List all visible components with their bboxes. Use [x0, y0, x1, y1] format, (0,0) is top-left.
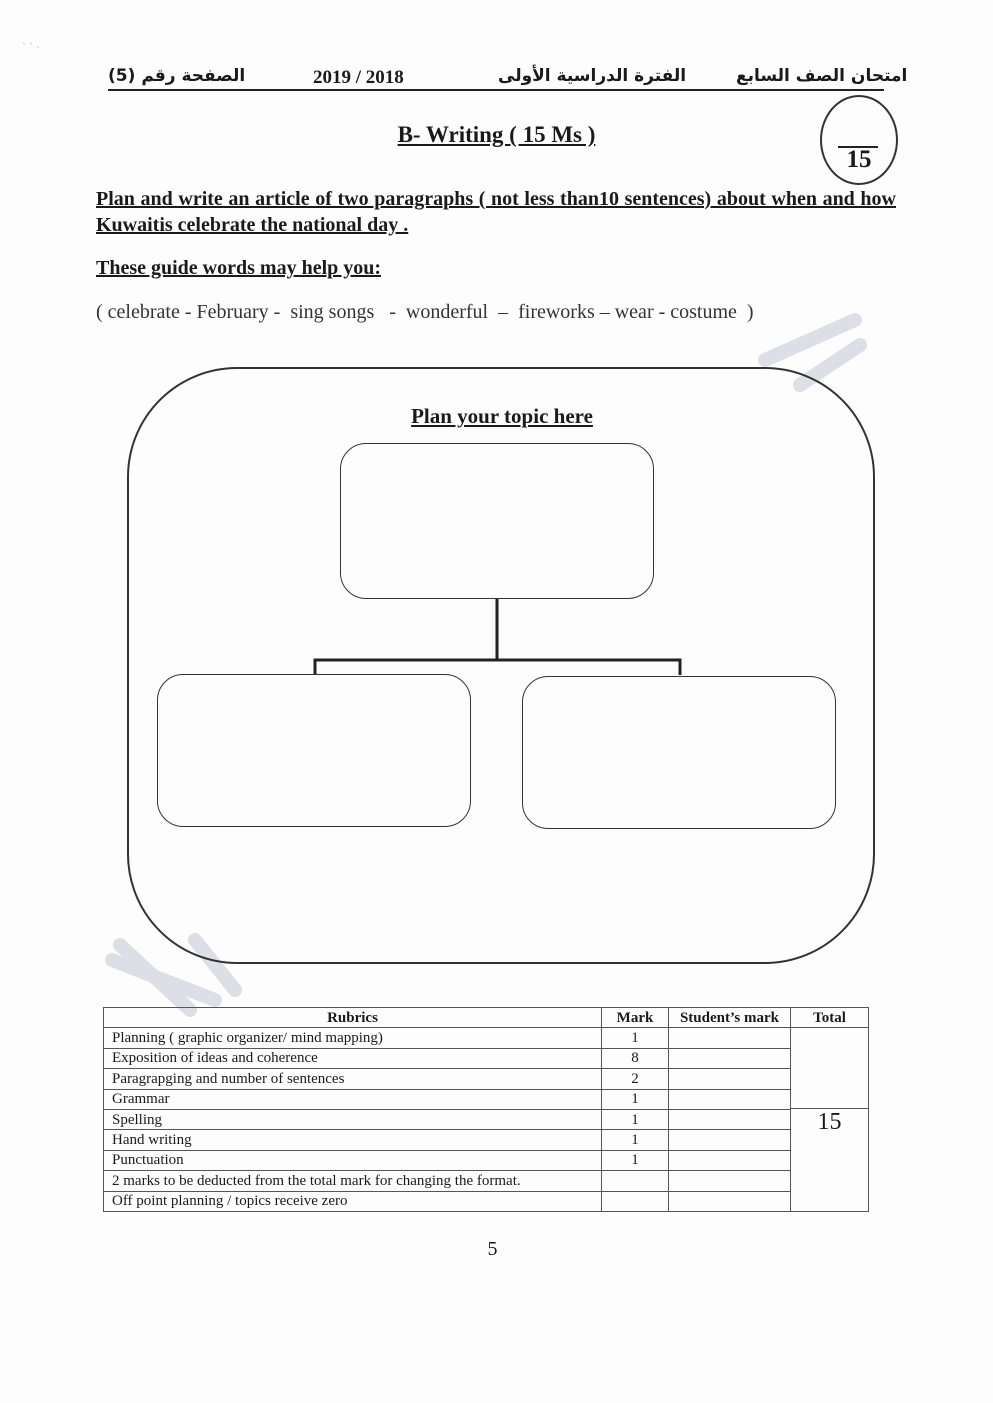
- score-total: 15: [846, 146, 872, 173]
- table-row: [104, 1069, 869, 1089]
- organizer-left-box[interactable]: [157, 674, 471, 827]
- rubric-criteria: 2 marks to be deducted from the total mark for changing the format.: [104, 1171, 602, 1191]
- student-mark-cell[interactable]: [669, 1150, 791, 1170]
- table-row: [104, 1109, 869, 1129]
- header-year: 2019 / 2018: [313, 67, 404, 88]
- student-mark-cell[interactable]: [669, 1109, 791, 1129]
- organizer-right-box[interactable]: [522, 676, 836, 829]
- task-prompt: Plan and write an article of two paragraphs ( not less than10 sentences) about when and how Kuwaitis celebrate the national day .: [96, 188, 896, 236]
- rubric-criteria: Exposition of ideas and coherence: [104, 1048, 602, 1068]
- rubric-criteria: Paragrapging and number of sentences: [104, 1069, 602, 1089]
- guide-heading: These guide words may help you:: [96, 257, 382, 279]
- guide-words: ( celebrate - February - sing songs - wonderful – fireworks – wear - costume ): [96, 301, 754, 323]
- scan-speck: ` ` ·: [22, 40, 40, 54]
- rubric-mark: 1: [602, 1109, 669, 1129]
- student-mark-cell[interactable]: [669, 1191, 791, 1211]
- rubric-mark: 1: [602, 1089, 669, 1109]
- rubric-mark: [602, 1171, 669, 1191]
- rubric-mark: 1: [602, 1028, 669, 1048]
- header-term: الفترة الدراسية الأولى: [498, 66, 687, 86]
- table-row: [104, 1191, 869, 1211]
- rubric-table: [103, 1007, 869, 1212]
- page-number: 5: [487, 1238, 498, 1260]
- student-mark-cell[interactable]: [669, 1028, 791, 1048]
- rubric-header-student-mark: Student’s mark: [669, 1008, 791, 1028]
- student-mark-cell[interactable]: [669, 1171, 791, 1191]
- rubric-mark: [602, 1191, 669, 1211]
- rubric-total-cell: [791, 1028, 869, 1212]
- rubric-criteria: Spelling: [104, 1109, 602, 1129]
- table-row: [104, 1130, 869, 1150]
- rubric-header-total: Total: [791, 1008, 869, 1028]
- rubric-mark: 2: [602, 1069, 669, 1089]
- rubric-header-mark: Mark: [602, 1008, 669, 1028]
- header-page-label: الصفحة رقم (5): [108, 66, 246, 86]
- table-row: [104, 1048, 869, 1068]
- student-mark-cell[interactable]: [669, 1130, 791, 1150]
- rubric-header-row: [104, 1008, 869, 1028]
- table-row: [104, 1171, 869, 1191]
- plan-title: Plan your topic here: [411, 404, 593, 428]
- rubric-mark: 8: [602, 1048, 669, 1068]
- connector-branch: [315, 660, 680, 675]
- table-row: [104, 1028, 869, 1048]
- rubric-criteria: Grammar: [104, 1089, 602, 1109]
- rubric-header-criteria: Rubrics: [104, 1008, 602, 1028]
- rubric-mark: 1: [602, 1130, 669, 1150]
- student-mark-cell[interactable]: [669, 1089, 791, 1109]
- table-row: [104, 1150, 869, 1170]
- rubric-criteria: Hand writing: [104, 1130, 602, 1150]
- rubric-mark: 1: [602, 1150, 669, 1170]
- rubric-total: 15: [791, 1108, 868, 1131]
- student-mark-cell[interactable]: [669, 1048, 791, 1068]
- header-exam: امتحان الصف السابع: [736, 66, 908, 86]
- section-title-text: B- Writing ( 15 Ms ): [397, 122, 596, 147]
- rubric-criteria: Punctuation: [104, 1150, 602, 1170]
- rubric-criteria: Planning ( graphic organizer/ mind mapping): [104, 1028, 602, 1048]
- table-row: [104, 1089, 869, 1109]
- rubric-criteria: Off point planning / topics receive zero: [104, 1191, 602, 1211]
- student-mark-cell[interactable]: [669, 1069, 791, 1089]
